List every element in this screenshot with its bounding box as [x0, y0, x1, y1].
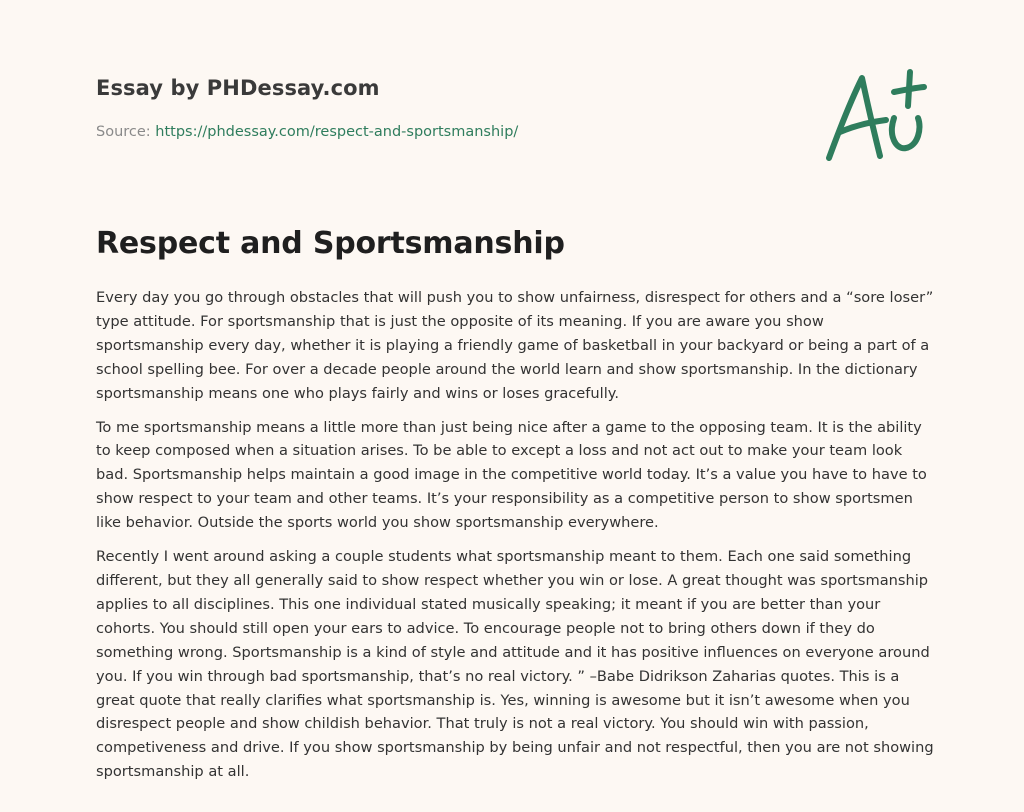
essay-paragraph: Every day you go through obstacles that will push you to show unfairness, disrespect for others and a “sore loser” type attitude. For sportsmanship that is just the opposite of its meaning. If you are aware you show sportsmanship every day, whether it is playing a friendly game of basketball in your backyard or being a part of a school spelling bee. For over a decade people around the world learn and show sportsmanship. In the dictionary sportsmanship means one who plays fairly and wins or loses gracefully.	[96, 289, 934, 402]
source-label: Source:	[96, 124, 156, 140]
a-plus-logo-icon	[822, 66, 928, 166]
site-title: Essay by PHDessay.com	[96, 76, 380, 100]
essay-paragraph: Recently I went around asking a couple students what sportsmanship meant to them. Each one said something different, but they all generally said to show respect whether you win or lose. A great thought was sportsmanship applies to all disciplines. This one individual stated musically speaking; it meant if you are better than your cohorts. You should still open your ears to advice. To encourage people not to bring others down if they do something wrong. Sportsmanship is a kind of style and attitude and it has positive influences on everyone around you. If you win through bad sportsmanship, that’s no real victory. ” –Babe Didrikson Zaharias quotes. This is a great quote that really clarifies what sportsmanship is. Yes, winning is awesome but it isn’t awesome when you disrespect people and show childish behavior. That truly is not a real victory. You should win with passion, competiveness and drive. If you show sportsmanship by being unfair and not respectful, then you are not showing sportsmanship at all.	[96, 548, 934, 781]
essay-title: Respect and Sportsmanship	[96, 226, 565, 261]
essay-paragraph: To me sportsmanship means a little more than just being nice after a game to the opposing team. It is the ability to keep composed when a situation arises. To be able to except a loss and not act out to make your team look bad. Sportsmanship helps maintain a good image in the competitive world today. It’s a value you have to have to show respect to your team and other teams. It’s your responsibility as a competitive person to show sportsmen like behavior. Outside the sports world you show sportsmanship everywhere.	[96, 418, 927, 532]
source-line	[96, 124, 518, 140]
source-link[interactable]: https://phdessay.com/respect-and-sportsmanship/	[155, 124, 519, 140]
essay-body	[96, 286, 936, 794]
